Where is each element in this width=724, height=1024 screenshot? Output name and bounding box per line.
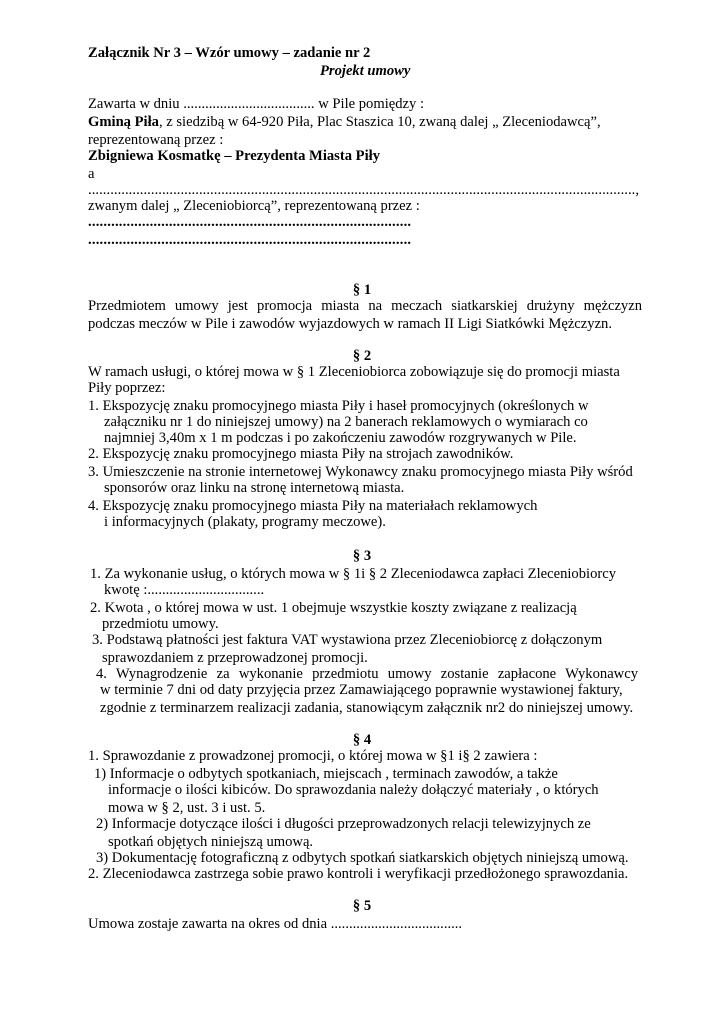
parties-line-1: Zawarta w dniu .................................... w Pile pomiędzy : [88,96,425,112]
section-3-item-3: 3. Podstawą płatności jest faktura VAT wystawiona przez Zleceniobiorcę z dołączonym [92,632,603,648]
section-3-item-3-cont: sprawozdaniem z przeprowadzonej promocji. [102,650,368,666]
section-4-subitem-3: 3) Dokumentację fotograficzną z odbytych spotkań siatkarskich objętych niniejszą umową. [96,850,629,866]
section-1-line-1: Przedmiotem umowy jest promocja miasta na meczach siatkarskiej drużyny mężczyzn [88,298,642,314]
section-2-item-1-cont-1: załączniku nr 1 do niniejszej umowy) na 2 banerach reklamowych o wymiarach co [104,414,588,430]
section-3-item-1-cont: kwotę :................................ [104,582,265,598]
section-5-heading: § 5 [352,898,372,914]
party-1-details: , z siedzibą w 64-920 Piła, Plac Staszica 10, zwaną dalej „ Zleceniodawcą”, [158,114,601,130]
section-5-line-1: Umowa zostaje zawarta na okres od dnia .................................... [88,916,463,932]
section-2-heading: § 2 [352,348,372,364]
section-4-item-2: 2. Zleceniodawca zastrzega sobie prawo kontroli i weryfikacji przedłożonego sprawozdania. [88,866,629,882]
section-1-heading: § 1 [352,282,372,298]
section-2-line-1: W ramach usługi, o której mowa w § 1 Zleceniobiorca zobowiązuje się do promocji miasta [88,364,620,380]
section-1-line-2: podczas meczów w Pile i zawodów wyjazdowych w ramach II Ligi Siatkówki Mężczyzn. [88,316,612,332]
section-4-subitem-1-cont-2: mowa w § 2, ust. 3 i ust. 5. [108,800,266,816]
section-3-item-4-cont-2: zgodnie z terminarzem realizacji zadania, stanowiącym załącznik nr2 do niniejszej umowy. [100,700,634,716]
section-3-item-1: 1. Za wykonanie usług, o których mowa w § 1i § 2 Zleceniodawca zapłaci Zleceniobiorcy [90,566,617,582]
section-2-item-3-cont: sponsorów oraz linku na stronę internetową miasta. [104,480,405,496]
party-1-name: Gminą Piła [88,114,159,130]
parties-line-7: zwanym dalej „ Zleceniobiorcą”, reprezentowaną przez : [88,198,420,214]
section-2-item-2: 2. Ekspozycję znaku promocyjnego miasta Piły na strojach zawodników. [88,446,514,462]
section-3-heading: § 3 [352,548,372,564]
section-2-item-3: 3. Umieszczenie na stronie internetowej Wykonawcy znaku promocyjnego miasta Piły wśród [88,464,633,480]
section-4-heading: § 4 [352,732,372,748]
section-4-subitem-1: 1) Informacje o odbytych spotkaniach, miejscach , terminach zawodów, a także [94,766,558,782]
section-3-item-4-cont-1: w terminie 7 dni od daty przyjęcia przez Zamawiającego poprawnie wystawionej faktury, [100,682,623,698]
section-2-item-4: 4. Ekspozycję znaku promocyjnego miasta Piły na materiałach reklamowych [88,498,538,514]
document-title: Załącznik Nr 3 – Wzór umowy – zadanie nr 2 [88,45,371,61]
parties-line-3: reprezentowaną przez : [88,132,224,148]
party-2-representative-blank-2: .................................................................................... [88,232,412,248]
section-4-subitem-2: 2) Informacje dotyczące ilości i długości przeprowadzonych relacji telewizyjnych ze [96,816,591,832]
section-2-item-1: 1. Ekspozycję znaku promocyjnego miasta Piły i haseł promocyjnych (określonych w [88,398,589,414]
document-subtitle: Projekt umowy [320,63,411,79]
section-3-item-2: 2. Kwota , o której mowa w ust. 1 obejmuje wszystkie koszty związane z realizacją [90,600,577,616]
parties-line-2 [88,113,601,131]
section-4-subitem-1-cont-1: informacje o ilości kibiców. Do sprawozdania należy dołączyć materiały , o których [108,782,599,798]
section-2-line-2: Piły poprzez: [88,380,166,396]
section-3-item-2-cont: przedmiotu umowy. [102,616,219,632]
section-4-item-1: 1. Sprawozdanie z prowadzonej promocji, o której mowa w §1 i§ 2 zawiera : [88,748,538,764]
section-3-item-4: 4. Wynagrodzenie za wykonanie przedmiotu umowy zostanie zapłacone Wykonawcy [96,666,638,682]
party-2-representative-blank-1: .................................................................................... [88,214,412,230]
section-2-item-4-cont: i informacyjnych (plakaty, programy meczowe). [104,514,386,530]
section-2-item-1-cont-2: najmniej 3,40m x 1 m podczas i po zakończeniu zawodów rozgrywanych w Pile. [104,430,577,446]
party-1-representative: Zbigniewa Kosmatkę – Prezydenta Miasta Piły [88,148,380,164]
parties-line-a: a [88,166,95,182]
party-2-blank: ...................................................................................................................................................., [88,182,640,198]
section-4-subitem-2-cont: spotkań objętych niniejszą umową. [108,834,314,850]
